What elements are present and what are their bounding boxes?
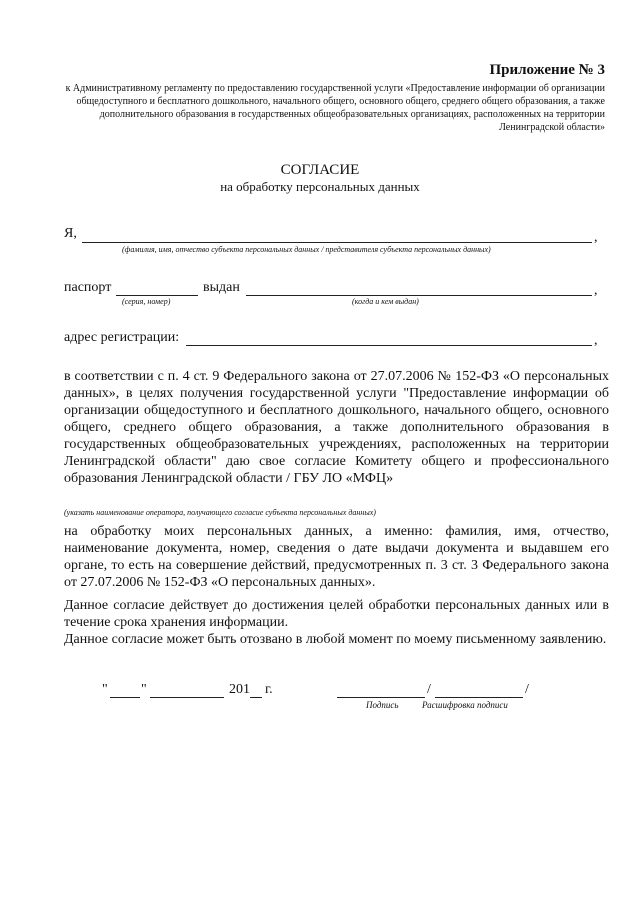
issued-field-line[interactable] [246,295,592,296]
name-field-hint: (фамилия, имя, отчество субъекта персональных данных / представителя субъекта персональных данных) [122,245,491,254]
date-day-field-line[interactable] [110,697,140,698]
consent-paragraph-2: на обработку моих персональных данных, а именно: фамилия, имя, отчество, наименование документа, номер, сведения о дате выдачи документа и выдавшем его органе, то есть на совершение действий, предусмотренных п. 3 ст. 3 Федерального закона от 27.07.2006 № 152-ФЗ «О персональных данных». [64,524,609,590]
i-label: Я, [64,226,77,241]
passport-label: паспорт [64,280,112,295]
signature-hint: Подпись [366,700,399,710]
consent-paragraph-4: Данное согласие может быть отозвано в любой момент по моему письменному заявлению. [64,632,607,647]
issued-field-hint: (когда и кем выдан) [352,297,419,306]
signature-slash-2: / [525,682,529,697]
date-month-field-line[interactable] [150,697,224,698]
appendix-subtitle: к Административному регламенту по предоставлению государственной услуги «Предоставление информации об организации общедоступного и бесплатного дошкольного, начального общего, основного общего, среднего общего образования, а также дополнительного образования в государственных общеобразовательных организациях, расположенных на территории Ленинградской области» [65,83,605,133]
date-year-suffix: г. [265,682,273,697]
signature-slash-1: / [427,682,431,697]
date-quote-open: " [102,682,108,697]
issued-field-comma: , [594,283,598,298]
appendix-title: Приложение № 3 [489,62,605,78]
address-field-comma: , [594,333,598,348]
document-title: СОГЛАСИЕ [280,162,360,178]
signature-field-line[interactable] [337,697,425,698]
passport-number-hint: (серия, номер) [122,297,171,306]
signature-decoding-hint: Расшифровка подписи [422,700,508,710]
address-label: адрес регистрации: [64,330,180,345]
consent-paragraph-3: Данное согласие действует до достижения целей обработки персональных данных или в течение срока хранения информации. [64,598,609,630]
date-year-prefix: 201 [229,682,250,697]
document-subtitle: на обработку персональных данных [220,179,420,194]
passport-number-field-line[interactable] [116,295,198,296]
date-quote-close: " [141,682,147,697]
date-year-field-line[interactable] [250,697,262,698]
signature-decoding-field-line[interactable] [435,697,523,698]
issued-label: выдан [203,280,240,295]
name-field-line[interactable] [82,242,592,243]
consent-paragraph-1: в соответствии с п. 4 ст. 9 Федерального закона от 27.07.2006 № 152-ФЗ «О персональных данных», в целях получения государственной услуги "Предоставление информации об организации общедоступного и бесплатного дошкольного, начального общего, основного общего, среднего общего образования, а также дополнительного образования в государственных общеобразовательных учреждениях, расположенных на территории Ленинградской области" даю свое согласие Комитету общего и профессионального образования Ленинградской области / ГБУ ЛО «МФЦ» [64,369,609,486]
name-field-comma: , [594,230,598,245]
address-field-line[interactable] [186,345,592,346]
operator-hint: (указать наименование оператора, получающего согласие субъекта персональных данных) [64,508,376,517]
